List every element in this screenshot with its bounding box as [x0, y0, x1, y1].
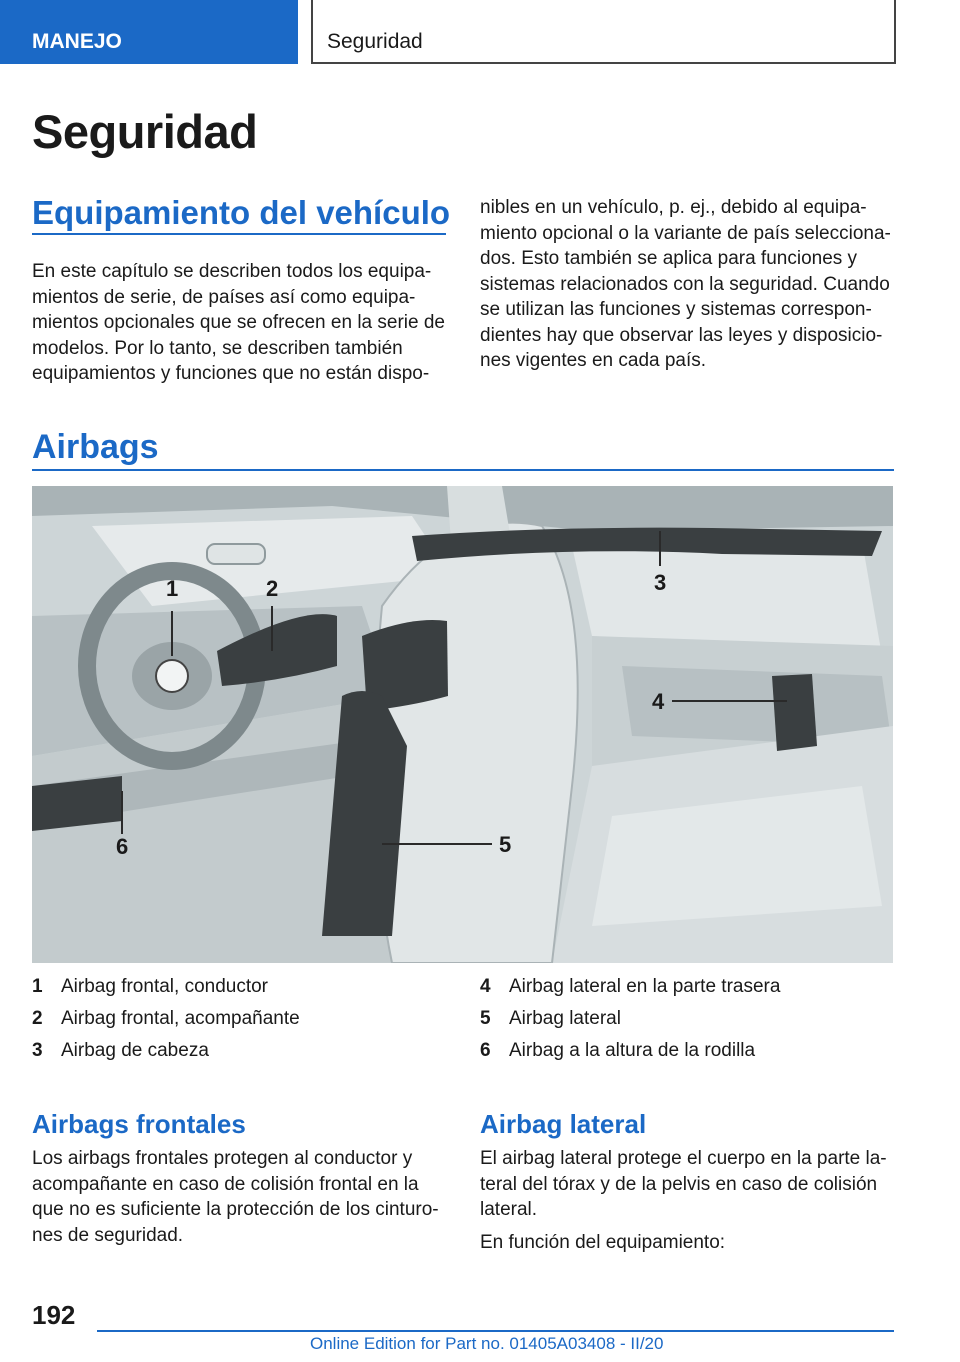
callout-4: 4: [652, 689, 665, 714]
text-line: equipamientos y funciones que no están dispo-: [32, 363, 430, 384]
footer-rule: [97, 1330, 894, 1332]
heading-airbags: Airbags: [32, 428, 159, 466]
legend-right: [480, 971, 900, 1067]
legend-text: Airbag de cabeza: [61, 1040, 209, 1061]
legend-number: 6: [480, 1040, 491, 1061]
text-line: sistemas relacionados con la seguridad. Cuando: [480, 273, 890, 295]
intro-text-left: [32, 259, 452, 387]
legend-item: [480, 1003, 900, 1035]
footer-edition: Online Edition for Part no. 01405A03408 - II/20: [310, 1334, 664, 1353]
legend-item: [32, 1003, 452, 1035]
chapter-tab: MANEJO: [0, 0, 298, 64]
callout-5: 5: [499, 832, 512, 857]
legend-left: [32, 971, 452, 1067]
legend-item: [32, 1035, 452, 1067]
heading-rule: [32, 469, 894, 471]
callout-3: 3: [654, 570, 667, 595]
legend-item: [32, 971, 452, 1003]
text-line: se utilizan las funciones y sistemas correspon-: [480, 299, 872, 320]
airbag-illustration: [32, 486, 893, 963]
callout-6: 6: [116, 834, 129, 859]
text-line: mientos de serie, de países así como equipa-: [32, 286, 416, 308]
callout-2: 2: [266, 576, 279, 601]
text-line: nes vigentes en cada país.: [480, 350, 707, 371]
text-line: acompañante en caso de colisión frontal en la: [32, 1173, 419, 1195]
lateral-note: En función del equipamiento:: [480, 1232, 726, 1253]
legend-number: 3: [32, 1040, 43, 1061]
text-line: lateral.: [480, 1199, 538, 1220]
legend-text: Airbag a la altura de la rodilla: [509, 1040, 756, 1061]
legend-number: 4: [480, 976, 491, 997]
frontales-text: [32, 1146, 452, 1248]
legend-text: Airbag frontal, acompañante: [61, 1008, 300, 1029]
callout-1: 1: [166, 576, 179, 601]
text-line: nes de seguridad.: [32, 1224, 184, 1246]
text-line: modelos. Por lo tanto, se describen también: [32, 337, 403, 359]
text-line: que no es suficiente la protección de los cinturo-: [32, 1199, 439, 1220]
legend-item: [480, 971, 900, 1003]
legend-item: [480, 1035, 900, 1067]
text-line: El airbag lateral protege el cuerpo en la parte la-: [480, 1148, 887, 1169]
text-line: nibles en un vehículo, p. ej., debido al equipa-: [480, 197, 867, 218]
text-line: En este capítulo se describen todos los equipa-: [32, 261, 432, 282]
text-line: dos. Esto también se aplica para funciones y: [480, 248, 858, 269]
legend-number: 1: [32, 976, 43, 997]
text-line: mientos opcionales que se ofrecen en la serie de: [32, 312, 445, 333]
text-line: teral del tórax y de la pelvis en caso de colisión: [480, 1173, 878, 1195]
heading-rule: [32, 233, 446, 235]
legend-number: 5: [480, 1008, 491, 1029]
page-title: Seguridad: [32, 105, 258, 158]
section-header: Seguridad: [311, 0, 896, 64]
legend-text: Airbag lateral en la parte trasera: [509, 976, 781, 997]
text-line: Los airbags frontales protegen al conductor y: [32, 1148, 413, 1169]
lateral-text: [480, 1146, 900, 1223]
heading-airbag-lateral: Airbag lateral: [480, 1109, 647, 1139]
text-line: miento opcional o la variante de país selecciona-: [480, 222, 891, 244]
legend-text: Airbag frontal, conductor: [61, 976, 269, 997]
legend-number: 2: [32, 1008, 43, 1029]
legend-text: Airbag lateral: [509, 1008, 621, 1029]
text-line: dientes hay que observar las leyes y disposicio-: [480, 324, 883, 346]
heading-airbags-frontales: Airbags frontales: [32, 1109, 246, 1139]
heading-equipamiento: Equipamiento del vehículo: [32, 194, 451, 231]
intro-text-right: [480, 195, 900, 374]
page-number: 192: [32, 1300, 76, 1330]
